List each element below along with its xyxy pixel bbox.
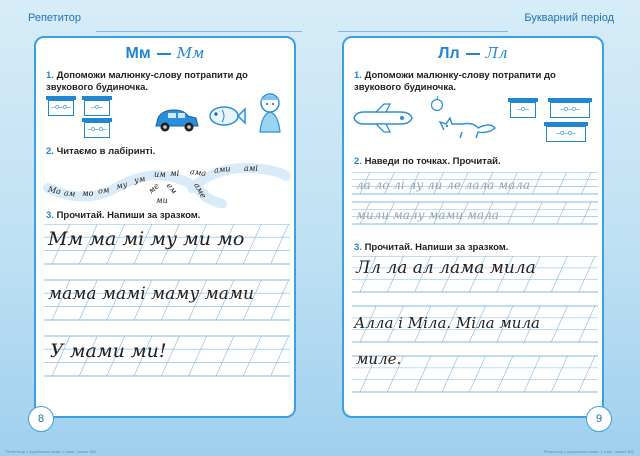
header-left: Репетитор: [28, 12, 82, 24]
fox-icon: [438, 112, 496, 140]
task2-number: 2.: [354, 156, 362, 167]
maze-syllable: ем: [164, 181, 179, 196]
airplane-icon: [350, 102, 414, 134]
page-number-right: 9: [586, 406, 612, 432]
maze-syllable: мо: [82, 189, 94, 198]
task1-text: Допоможи малюнку-слову потрапити до звукового будиночка.: [354, 70, 556, 93]
sound-house-1[interactable]: [508, 98, 538, 118]
task3-number: 3.: [46, 210, 54, 221]
maze-syllable: амі: [244, 164, 258, 173]
tracing-row: мили малу мами мала: [356, 208, 499, 222]
maze-syllable: мі: [170, 169, 180, 178]
handwriting-sample-row: мама мамі маму мами: [48, 284, 254, 304]
task2-number: 2.: [46, 146, 54, 157]
sound-house-3[interactable]: [544, 122, 588, 142]
task2-text: Читаємо в лабіринті.: [56, 146, 156, 157]
sound-house-2[interactable]: [548, 98, 592, 118]
maze-syllable: ам: [63, 188, 76, 199]
title-dash: [466, 53, 480, 55]
title-cursive-letters: Лл: [485, 44, 508, 62]
title-dash: [157, 53, 171, 55]
task1-instruction: [354, 70, 594, 94]
sound-house-3[interactable]: [82, 118, 112, 138]
task3-number: 3.: [354, 242, 362, 253]
header-rule-right: [338, 31, 508, 32]
maze-syllable: ум: [133, 174, 146, 185]
handwriting-sample-row: Алла і Міла. Міла мила: [354, 314, 540, 332]
maze-syllable: ми: [156, 196, 168, 205]
footer-left: Репетитор з української мови. 1 клас. Зошит №2: [6, 449, 97, 454]
handwriting-lines: [44, 224, 286, 412]
task1-text: Допоможи малюнку-слову потрапити до звукового будиночка.: [46, 70, 248, 93]
page-number-left: 8: [28, 406, 54, 432]
maze-syllable: им: [154, 170, 166, 179]
sound-house-scheme: –о–о–: [84, 122, 110, 138]
handwriting-lines: [352, 256, 594, 408]
car-icon: [152, 106, 200, 134]
task3-text: Прочитай. Напиши за зразком.: [364, 242, 509, 253]
girl-icon: [252, 90, 288, 134]
sound-house-1[interactable]: [46, 96, 76, 116]
left-page-card: [34, 36, 296, 418]
title-print-letters: Мм: [125, 45, 151, 62]
left-page-title: [36, 44, 294, 63]
header-rule-left: [96, 31, 302, 32]
fish-icon: [206, 100, 246, 132]
title-print-letters: Лл: [438, 45, 460, 62]
handwriting-sample-row: Лл ла ал лама мила: [356, 258, 536, 278]
right-page-title: [344, 44, 602, 63]
task2-instruction: [354, 156, 594, 168]
sound-house-scheme: –о–о–: [48, 100, 74, 116]
task3-text: Прочитай. Напиши за зразком.: [56, 210, 201, 221]
maze-syllable: ом: [97, 185, 111, 196]
footer-right: Репетитор з української мови. 1 клас. Зошит №2: [543, 449, 634, 454]
sound-house-2[interactable]: [82, 96, 112, 116]
task2-text: Наведи по точках. Прочитай.: [364, 156, 501, 167]
header-right: Букварний період: [524, 12, 614, 24]
task3-instruction: [354, 242, 594, 254]
task3-instruction: [46, 210, 286, 222]
sound-house-scheme: –о–: [84, 100, 110, 116]
maze-syllable: аме: [192, 181, 209, 200]
sound-house-scheme: –о–: [510, 102, 536, 118]
sound-house-scheme: –о–о–: [546, 126, 586, 142]
handwriting-sample-row: миле.: [356, 350, 402, 368]
maze-syllable: му: [115, 179, 129, 192]
maze-syllable: Ма: [47, 184, 62, 197]
task1-instruction: [46, 70, 286, 94]
sound-house-scheme: –о–о–: [550, 102, 590, 118]
handwriting-sample-row: У мами ми!: [50, 340, 167, 362]
apple-icon: [430, 96, 444, 112]
task2-instruction: [46, 146, 286, 158]
maze-syllable: ме: [146, 181, 161, 196]
task1-number: 1.: [354, 70, 362, 81]
task1-number: 1.: [46, 70, 54, 81]
tracing-row: ла ло лі лу ли ле лала мала: [356, 178, 531, 192]
handwriting-sample-row: Мм ма мі му ми мо: [48, 228, 245, 250]
maze-syllable: ами: [213, 164, 231, 175]
title-cursive-letters: Мм: [176, 44, 205, 62]
right-page-card: [342, 36, 604, 418]
maze-syllable: ама: [189, 166, 207, 179]
